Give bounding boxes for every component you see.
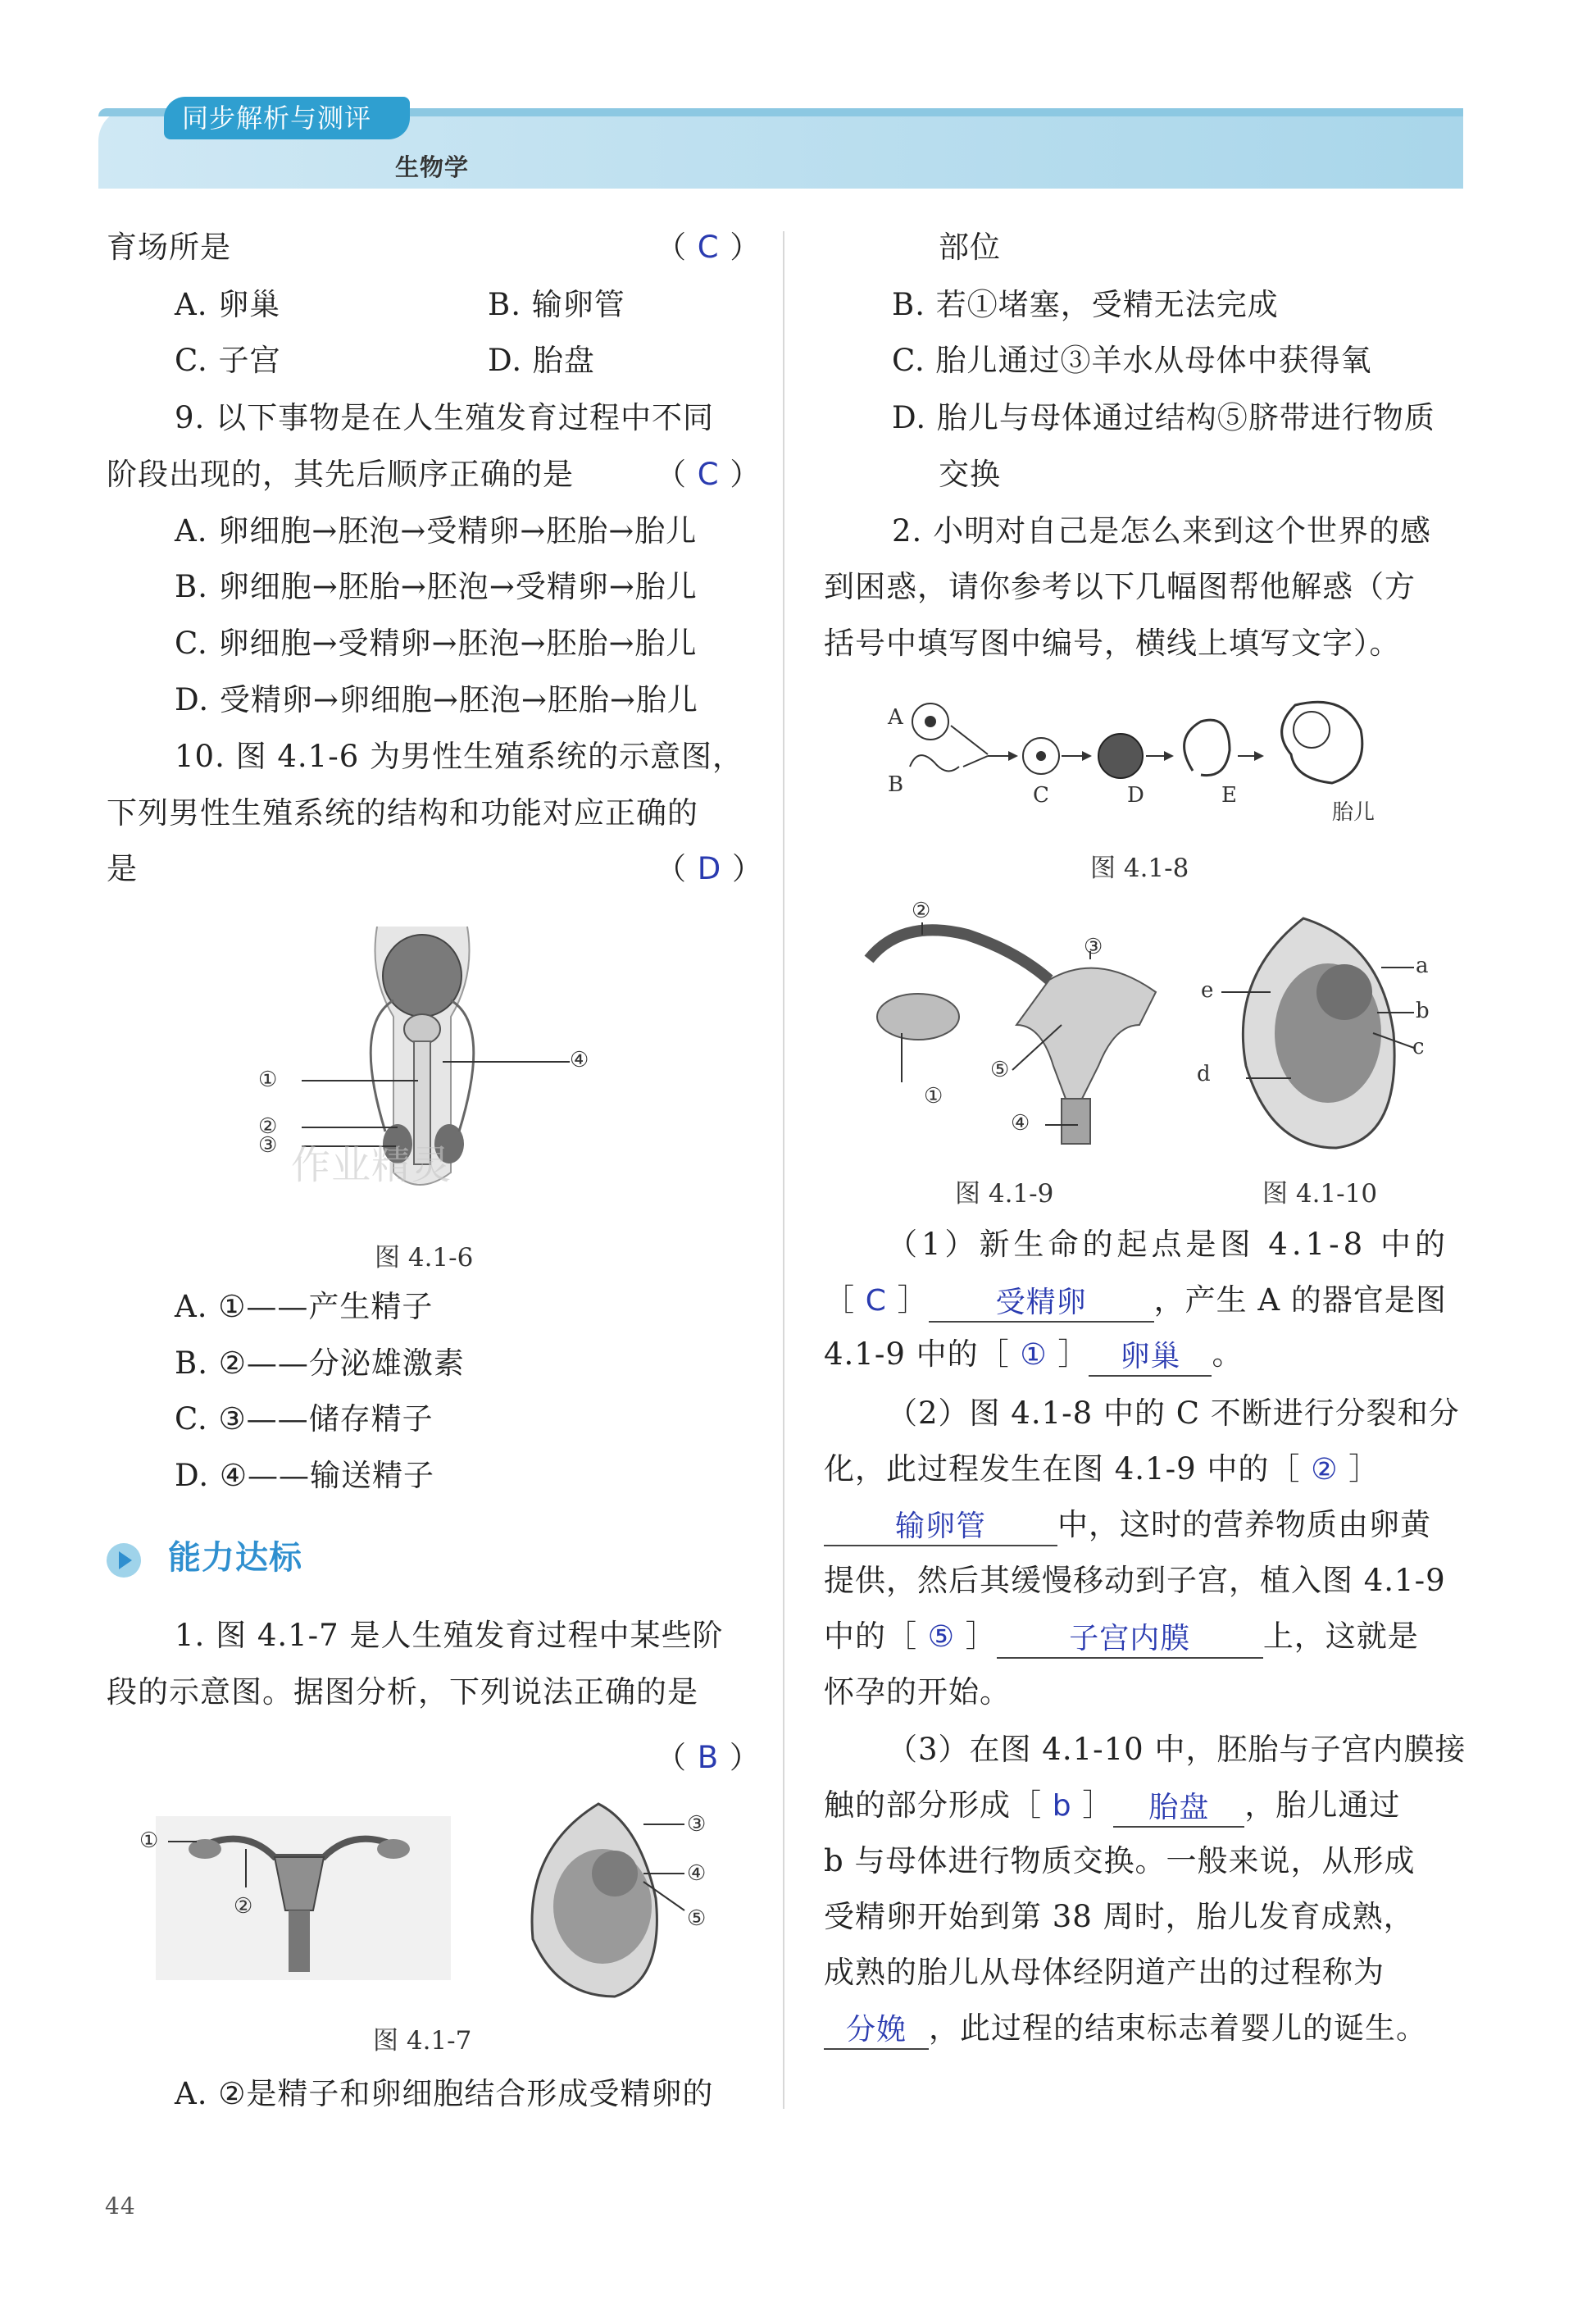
fig10-label-c: c xyxy=(1412,1035,1425,1059)
p2-line5-head: 中的 xyxy=(824,1619,886,1654)
p3-line3: b 与母体进行物质交换。一般来说，从形成 xyxy=(824,1843,1416,1878)
q8-option-d: D. 胎盘 xyxy=(488,343,595,378)
fig9-label-2: ② xyxy=(912,899,931,923)
fig6-caption: 图 4.1-6 xyxy=(375,1243,474,1273)
fig9-caption: 图 4.1-9 xyxy=(955,1179,1054,1209)
q8-option-b: B. 输卵管 xyxy=(488,287,625,322)
p1-line2: ［ C ］ 受精卵 ，产生 A 的器官是图 xyxy=(824,1279,1447,1323)
fig10-label-b: b xyxy=(1416,999,1430,1023)
p2-line5: 中的［ ⑤ ］ 子宫内膜 上，这就是 xyxy=(824,1615,1419,1659)
s1-line1: 1. 图 4.1-7 是人生殖发育过程中某些阶 xyxy=(175,1618,724,1653)
fig6-label-1: ① xyxy=(258,1068,278,1092)
s1-option-c: C. 胎儿通过③羊水从母体中获得氧 xyxy=(892,343,1372,378)
s1-answer-bracket: （ B ） xyxy=(656,1740,761,1775)
p3-line6 xyxy=(824,2007,1427,2050)
q10-option-b: B. ②——分泌雄激素 xyxy=(175,1346,465,1381)
p3-bracket-answer: b xyxy=(1052,1789,1072,1823)
q10-option-a: A. ①——产生精子 xyxy=(175,1289,434,1324)
fig7-label-4: ④ xyxy=(687,1861,707,1886)
p3-line6-tail: ，此过程的结束标志着婴儿的诞生。 xyxy=(929,2010,1427,2046)
header-badge-text: 同步解析与测评 xyxy=(182,102,372,134)
p2-blank-answer-2: 子宫内膜 xyxy=(1069,1622,1191,1655)
q10-answer-bracket: （ D ） xyxy=(656,851,764,886)
s1-option-b: B. 若①堵塞，受精无法完成 xyxy=(892,287,1279,322)
q10-answer: D xyxy=(697,851,722,886)
q8-answer: C xyxy=(697,230,720,265)
p3-blank-answer: 胎盘 xyxy=(1148,1791,1210,1824)
p1-line1: （1）新生命的起点是图 4.1-8 中的 xyxy=(887,1227,1449,1262)
p2-bracket-answer-2: ⑤ xyxy=(927,1620,956,1654)
fig8-label-a: A xyxy=(888,705,903,730)
p3-blank-answer-2: 分娩 xyxy=(845,2013,907,2047)
p3-line2: 触的部分形成［ b ］ 胎盘 ，胎儿通过 xyxy=(824,1784,1400,1828)
p1-line3-head: 4.1-9 中的 xyxy=(824,1336,979,1372)
q2-line3: 括号中填写图中编号，横线上填写文字）。 xyxy=(824,626,1401,661)
s1-option-a-tail: 部位 xyxy=(939,230,1001,265)
fig10-caption: 图 4.1-10 xyxy=(1262,1179,1378,1209)
p2-line4: 提供，然后其缓慢移动到子宫，植入图 4.1-9 xyxy=(824,1563,1446,1598)
fig6-label-3: ③ xyxy=(258,1133,278,1158)
fig6-label-4: ④ xyxy=(570,1048,589,1072)
page-number: 44 xyxy=(105,2192,136,2220)
q10-line2: 下列男性生殖系统的结构和功能对应正确的 xyxy=(107,795,698,831)
fig10-label-d: d xyxy=(1197,1062,1211,1086)
q9-option-b: B. 卵细胞→胚胎→胚泡→受精卵→胎儿 xyxy=(175,569,698,604)
fig6-label-2: ② xyxy=(258,1114,278,1139)
fig10-label-e: e xyxy=(1201,978,1214,1003)
p2-line6: 怀孕的开始。 xyxy=(824,1674,1011,1710)
p2-line3 xyxy=(824,1504,1431,1546)
fig8-label-d: D xyxy=(1127,783,1144,808)
fig9-label-1: ① xyxy=(924,1084,944,1109)
q10-option-c: C. ③——储存精子 xyxy=(175,1401,434,1437)
q9-option-d: D. 受精卵→卵细胞→胚泡→胚胎→胎儿 xyxy=(175,682,698,717)
section-title: 能力达标 xyxy=(168,1539,302,1577)
fig7-label-5: ⑤ xyxy=(687,1906,707,1931)
p3-line2-tail: ，胎儿通过 xyxy=(1244,1787,1401,1823)
p2-bracket-answer: ② xyxy=(1311,1453,1339,1487)
q9-option-c: C. 卵细胞→受精卵→胚泡→胚胎→胎儿 xyxy=(175,626,698,661)
fig8-label-c: C xyxy=(1033,783,1049,808)
p1-blank-answer-2: 卵巢 xyxy=(1120,1340,1181,1373)
q9-answer: C xyxy=(697,457,720,492)
section-arrow-icon xyxy=(105,1541,143,1579)
q10-line3: 是 xyxy=(107,851,138,886)
q8-option-c: C. 子宫 xyxy=(175,343,281,378)
fig7-label-2: ② xyxy=(234,1894,253,1919)
p2-line1: （2）图 4.1-8 中的 C 不断进行分裂和分 xyxy=(887,1396,1460,1431)
q2-line2: 到困惑，请你参考以下几幅图帮他解惑（方 xyxy=(824,569,1416,604)
fig9-label-3: ③ xyxy=(1084,935,1103,959)
fig7-label-1: ① xyxy=(139,1828,159,1853)
fig8-label-b: B xyxy=(888,772,904,797)
p1-bracket-answer-2: ① xyxy=(1020,1338,1048,1372)
fig8-development-sequence xyxy=(885,681,1426,804)
p1-line2-tail: ，产生 A 的器官是图 xyxy=(1153,1282,1447,1318)
q2-line1: 2. 小明对自己是怎么来到这个世界的感 xyxy=(892,513,1432,549)
p3-line2-head: 触的部分形成 xyxy=(824,1787,1011,1823)
p1-bracket-answer: C xyxy=(865,1284,887,1318)
header-subject: 生物学 xyxy=(395,153,470,181)
fig10-fetus-in-uterus xyxy=(1213,910,1459,1156)
s1-line2: 段的示意图。据图分析，下列说法正确的是 xyxy=(107,1674,698,1710)
watermark: 作业精灵 xyxy=(291,1142,452,1188)
p3-line5: 成熟的胎儿从母体经阴道产出的过程称为 xyxy=(824,1955,1385,1990)
fig8-label-fetus: 胎儿 xyxy=(1332,800,1375,825)
fig9-label-4: ④ xyxy=(1011,1111,1030,1136)
q9-option-a: A. 卵细胞→胚泡→受精卵→胚胎→胎儿 xyxy=(175,513,698,549)
s1-option-d-tail: 交换 xyxy=(939,457,1001,492)
fig7-label-3: ③ xyxy=(687,1812,707,1837)
q10-line1: 10. 图 4.1-6 为男性生殖系统的示意图， xyxy=(175,739,744,774)
q9-line1: 9. 以下事物是在人生殖发育过程中不同 xyxy=(175,400,715,435)
q8-tail: 育场所是 xyxy=(107,230,231,265)
s1-answer: B xyxy=(697,1740,720,1775)
q8-answer-bracket: （ C ） xyxy=(656,230,762,265)
p2-line3-tail: 中，这时的营养物质由卵黄 xyxy=(1057,1507,1431,1542)
fig8-label-e: E xyxy=(1221,783,1237,808)
fig10-label-a: a xyxy=(1416,954,1429,978)
q10-option-d: D. ④——输送精子 xyxy=(175,1458,435,1493)
p2-line2: 化，此过程发生在图 4.1-9 中的［ ② ］ xyxy=(824,1451,1380,1487)
p2-line5-tail: 上，这就是 xyxy=(1262,1619,1419,1654)
p1-line3: 4.1-9 中的［ ① ］ 卵巢 。 xyxy=(824,1333,1243,1377)
p3-line4: 受精卵开始到第 38 周时，胎儿发育成熟， xyxy=(824,1899,1415,1934)
s1-option-d: D. 胎儿与母体通过结构⑤脐带进行物质 xyxy=(892,400,1435,435)
q9-line2: 阶段出现的，其先后顺序正确的是 xyxy=(107,457,574,492)
q9-answer-bracket: （ C ） xyxy=(656,457,762,492)
p2-line2-text: 化，此过程发生在图 4.1-9 中的 xyxy=(824,1451,1270,1487)
q8-option-a: A. 卵巢 xyxy=(175,287,281,322)
column-divider xyxy=(783,231,784,2109)
p2-blank-answer: 输卵管 xyxy=(894,1509,986,1543)
fig9-label-5: ⑤ xyxy=(990,1058,1010,1082)
fig7-uterus-drawing xyxy=(131,1812,467,1984)
s1-option-a: A. ②是精子和卵细胞结合形成受精卵的 xyxy=(175,2076,714,2111)
p3-line1: （3）在图 4.1-10 中，胚胎与子宫内膜接 xyxy=(887,1732,1466,1767)
fig7-caption: 图 4.1-7 xyxy=(373,2026,472,2056)
fig8-caption: 图 4.1-8 xyxy=(1090,854,1189,883)
p1-blank-answer: 受精卵 xyxy=(995,1286,1087,1319)
